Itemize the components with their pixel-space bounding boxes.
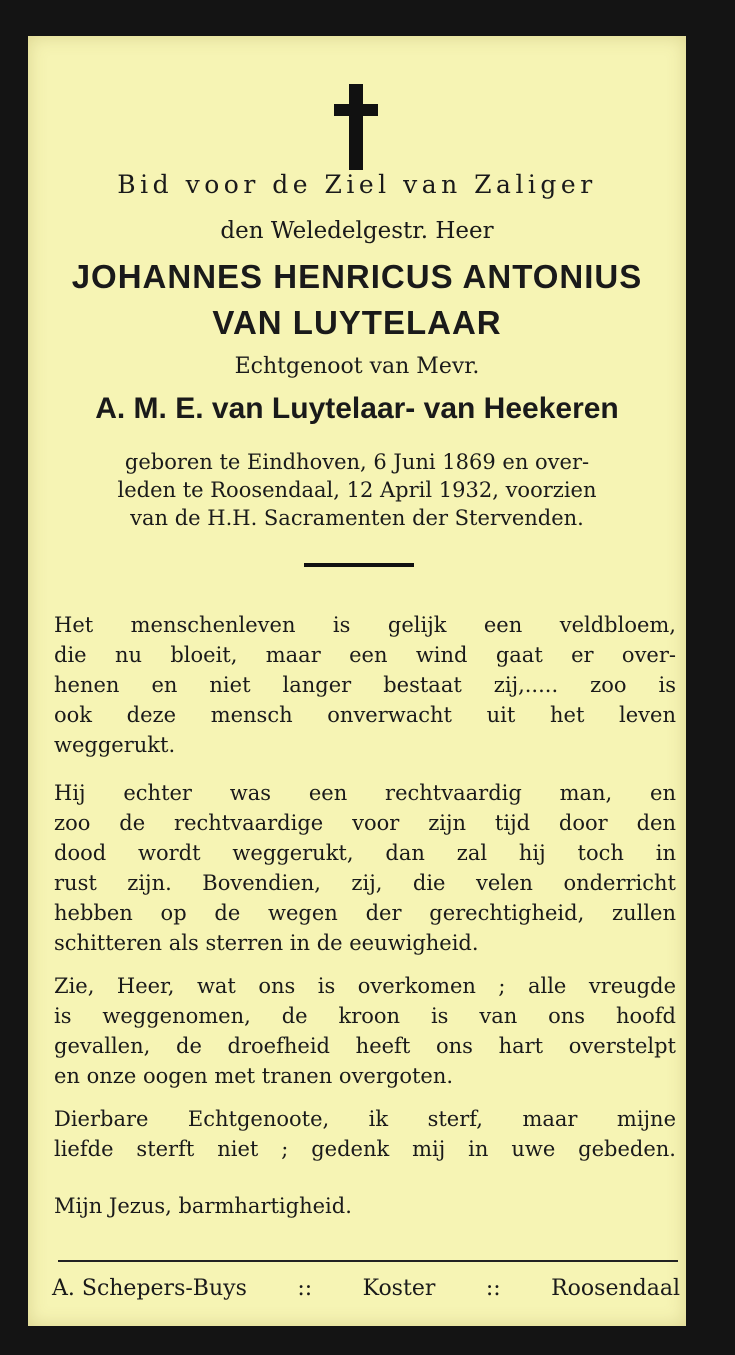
printer-role: Koster bbox=[362, 1276, 436, 1301]
separator-bar bbox=[304, 563, 414, 567]
verse-paragraph bbox=[54, 1191, 676, 1221]
verse-line: rust zijn. Bovendien, zij, die velen onderricht bbox=[54, 871, 676, 895]
verse-line: Het menschenleven is gelijk een veldbloem, bbox=[54, 613, 676, 637]
verse-paragraph bbox=[54, 778, 676, 958]
verse-line: Dierbare Echtgenoote, ik sterf, maar mijne bbox=[54, 1107, 676, 1131]
biography bbox=[48, 448, 666, 532]
verse-line: dood wordt weggerukt, dan zal hij toch in bbox=[54, 841, 676, 865]
verse-paragraph bbox=[54, 1104, 676, 1164]
printer-footer bbox=[52, 1276, 680, 1301]
bio-line: geboren te Eindhoven, 6 Juni 1869 en over- bbox=[124, 450, 590, 474]
deceased-name-line2: VAN LUYTELAAR bbox=[212, 304, 502, 341]
verse-line: henen en niet langer bestaat zij,..... zoo is bbox=[54, 673, 676, 697]
spouse-intro: Echtgenoot van Mevr. bbox=[234, 354, 480, 379]
spouse-name: A. M. E. van Luytelaar- van Heekeren bbox=[95, 392, 619, 425]
bio-line: van de H.H. Sacramenten der Stervenden. bbox=[130, 506, 584, 530]
verse-line: weggerukt. bbox=[54, 733, 176, 757]
verse-line: hebben op de wegen der gerechtigheid, zullen bbox=[54, 901, 676, 925]
verse-line: schitteren als sterren in de eeuwigheid. bbox=[54, 931, 479, 955]
verse-line: Hij echter was een rechtvaardig man, en bbox=[54, 781, 676, 805]
verse-line: en onze oogen met tranen overgoten. bbox=[54, 1064, 454, 1088]
verse-line: zoo de rechtvaardige voor zijn tijd door den bbox=[54, 811, 676, 835]
verse-line: gevallen, de droefheid heeft ons hart overstelpt bbox=[54, 1034, 676, 1058]
verse-line: die nu bloeit, maar een wind gaat er over- bbox=[54, 643, 676, 667]
verse-line: Zie, Heer, wat ons is overkomen ; alle vreugde bbox=[54, 974, 676, 998]
verse-paragraph bbox=[54, 610, 676, 760]
deceased-name-line1: JOHANNES HENRICUS ANTONIUS bbox=[71, 258, 643, 295]
verse-line: Mijn Jezus, barmhartigheid. bbox=[54, 1194, 352, 1218]
verse-paragraph bbox=[54, 971, 676, 1091]
printer-name: A. Schepers-Buys bbox=[52, 1276, 247, 1301]
bio-line: leden te Roosendaal, 12 April 1932, voorzien bbox=[117, 478, 597, 502]
footer-separator: :: bbox=[297, 1276, 313, 1301]
prayer-line: Bid voor de Ziel van Zaliger bbox=[117, 170, 597, 199]
verse-line: ook deze mensch onverwacht uit het leven bbox=[54, 703, 676, 727]
verse-line: liefde sterft niet ; gedenk mij in uwe gebeden. bbox=[54, 1137, 676, 1161]
footer-separator: :: bbox=[485, 1276, 501, 1301]
footer-rule bbox=[58, 1260, 678, 1262]
cross-icon bbox=[334, 84, 378, 170]
printer-place: Roosendaal bbox=[551, 1276, 680, 1301]
memorial-card bbox=[28, 36, 686, 1326]
verse-line: is weggenomen, de kroon is van ons hoofd bbox=[54, 1004, 676, 1028]
honorific-line: den Weledelgestr. Heer bbox=[220, 218, 494, 244]
